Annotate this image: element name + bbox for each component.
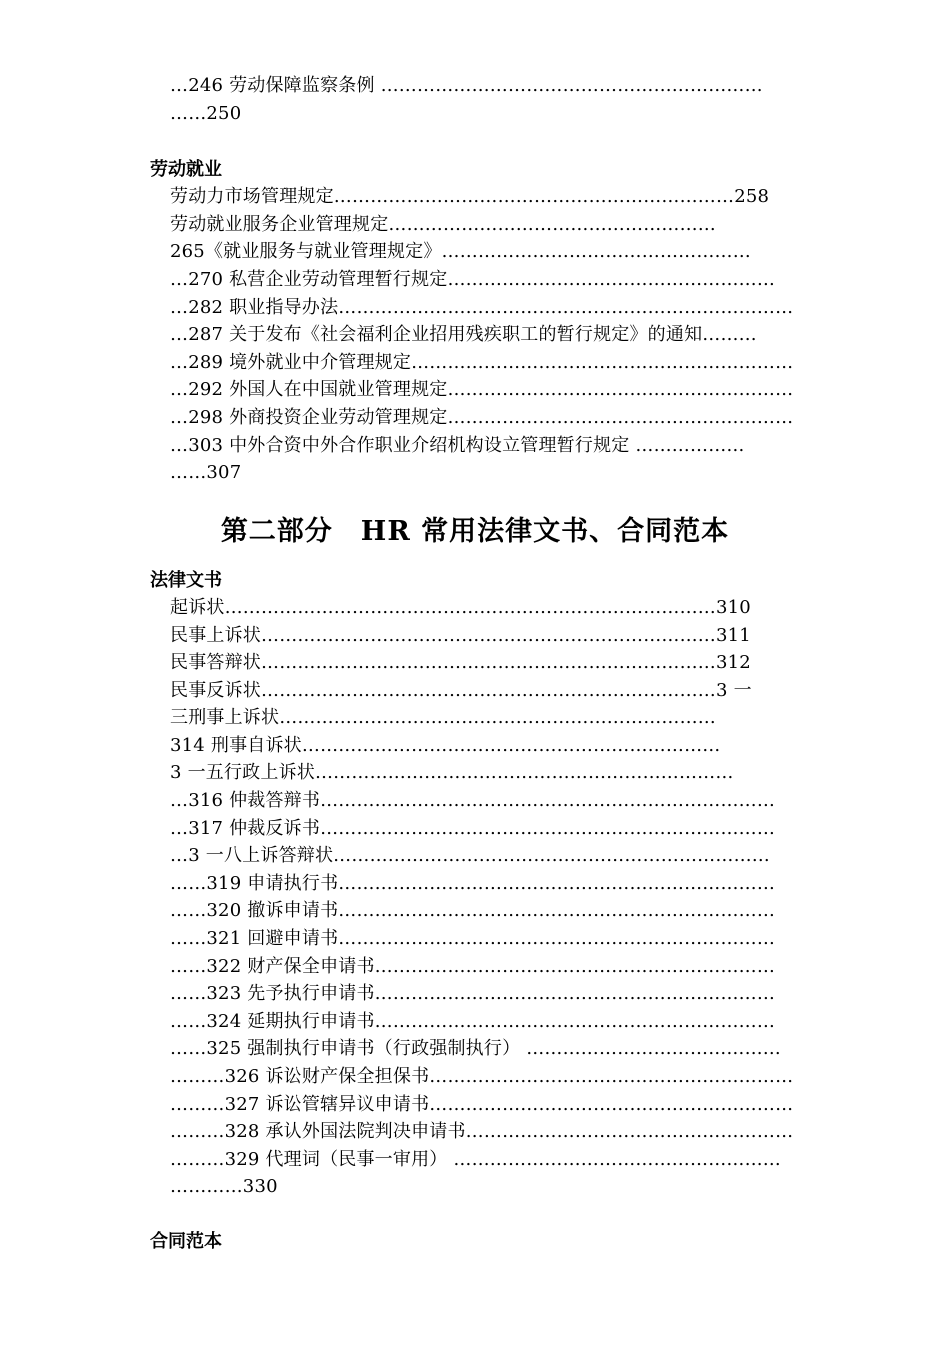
toc-line: …246 劳动保障监察条例 ……………………………………………………… bbox=[170, 75, 763, 96]
section-heading-legal-docs: 法律文书 bbox=[150, 570, 222, 591]
toc-line: ……325 强制执行申请书（行政强制执行） …………………………………… bbox=[170, 1038, 781, 1059]
toc-line: 民事答辩状…………………………………………………………………312 bbox=[170, 652, 751, 673]
toc-line: ……319 申请执行书……………………………………………………………… bbox=[170, 873, 776, 894]
toc-line: 民事上诉状…………………………………………………………………311 bbox=[170, 625, 751, 646]
toc-line: ……322 财产保全申请书………………………………………………………… bbox=[170, 956, 776, 977]
toc-line: ……307 bbox=[170, 462, 242, 483]
toc-line: …289 境外就业中介管理规定……………………………………………………… bbox=[170, 352, 794, 373]
toc-line: ………329 代理词（民事一审用） ……………………………………………… bbox=[170, 1149, 781, 1170]
toc-line: …270 私营企业劳动管理暂行规定……………………………………………… bbox=[170, 269, 776, 290]
toc-line: ………327 诉讼管辖异议申请书…………………………………………………… bbox=[170, 1094, 794, 1115]
toc-line: 265《就业服务与就业管理规定》…………………………………………… bbox=[170, 241, 751, 262]
toc-line: …292 外国人在中国就业管理规定………………………………………………… bbox=[170, 379, 794, 400]
toc-line: 314 刑事自诉状…………………………………………………………… bbox=[170, 735, 721, 756]
section-heading-employment: 劳动就业 bbox=[150, 159, 222, 180]
section-heading-contracts: 合同范本 bbox=[150, 1231, 222, 1252]
toc-line: …3 一八上诉答辩状……………………………………………………………… bbox=[170, 845, 770, 866]
toc-line: …298 外商投资企业劳动管理规定………………………………………………… bbox=[170, 407, 794, 428]
toc-line: 起诉状………………………………………………………………………310 bbox=[170, 597, 751, 618]
toc-line: ……321 回避申请书……………………………………………………………… bbox=[170, 928, 776, 949]
toc-line: ……323 先予执行申请书………………………………………………………… bbox=[170, 983, 776, 1004]
toc-line: …287 关于发布《社会福利企业招用残疾职工的暂行规定》的通知……… bbox=[170, 324, 757, 345]
toc-line: 3 一五行政上诉状…………………………………………………………… bbox=[170, 762, 734, 783]
toc-line: …303 中外合资中外合作职业介绍机构设立管理暂行规定 ……………… bbox=[170, 435, 745, 456]
toc-line: …………330 bbox=[170, 1176, 278, 1197]
toc-line: 劳动就业服务企业管理规定……………………………………………… bbox=[170, 214, 716, 235]
toc-line: 三刑事上诉状……………………………………………………………… bbox=[170, 707, 716, 728]
toc-line: …282 职业指导办法………………………………………………………………… bbox=[170, 297, 794, 318]
toc-line: ……324 延期执行申请书………………………………………………………… bbox=[170, 1011, 776, 1032]
toc-line: …317 仲裁反诉书………………………………………………………………… bbox=[170, 818, 776, 839]
part-title: 第二部分 HR 常用法律文书、合同范本 bbox=[220, 516, 730, 547]
toc-line: ……250 bbox=[170, 103, 242, 124]
toc-line: 劳动力市场管理规定…………………………………………………………258 bbox=[170, 186, 770, 207]
toc-line: ………328 承认外国法院判决申请书……………………………………………… bbox=[170, 1121, 794, 1142]
toc-line: …316 仲裁答辩书………………………………………………………………… bbox=[170, 790, 776, 811]
toc-line: ……320 撤诉申请书……………………………………………………………… bbox=[170, 900, 776, 921]
toc-line: ………326 诉讼财产保全担保书…………………………………………………… bbox=[170, 1066, 794, 1087]
toc-line: 民事反诉状…………………………………………………………………3 一 bbox=[170, 680, 752, 701]
